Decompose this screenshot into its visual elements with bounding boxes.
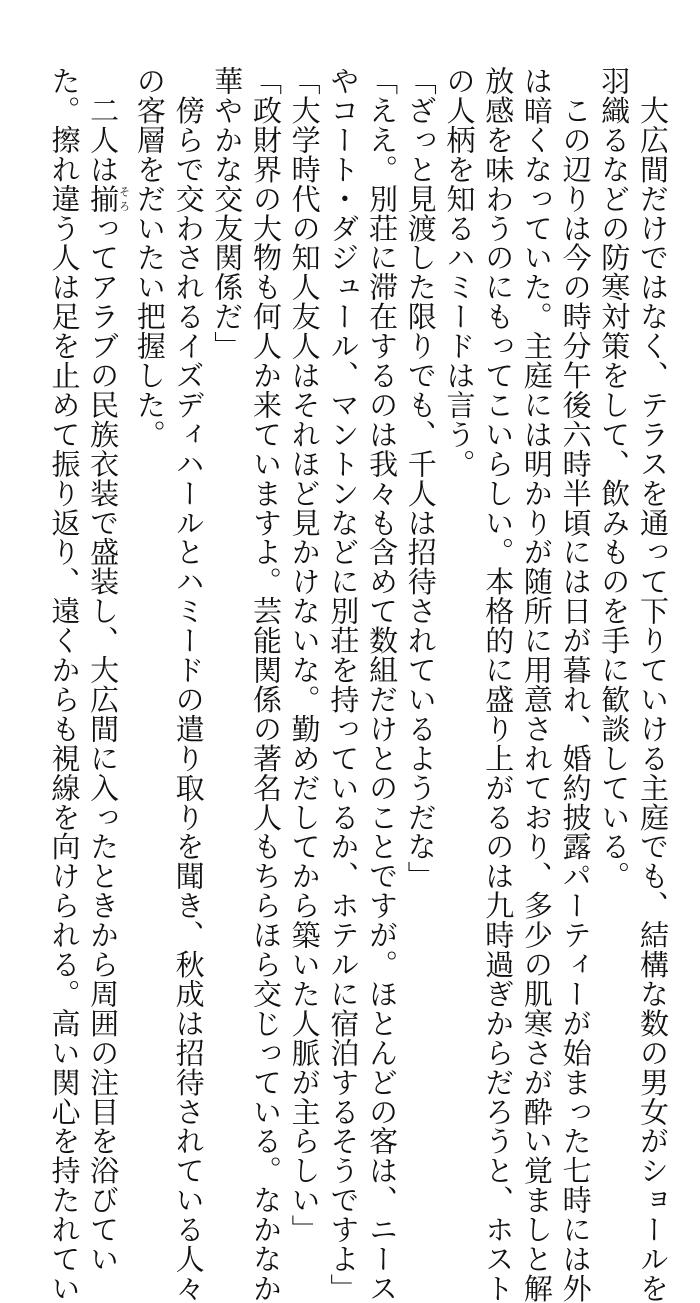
text-line-15-rest: ってアラブの民族衣装で盛装し、大広間に入ったときから周囲の注目を浴びてい [86,213,121,1274]
text-line-10: 「大学時代の知人友人はそれほど見かけないな。勤めだしてから築いた人脈が主らしい」 [287,66,322,1244]
text-line-16: た。擦れ違う人は足を止めて振り返り、遠くからも視線を向けられる。高い関心を持たれてい [47,66,82,1303]
text-line-9: やコート・ダジュール、マントンなどに別荘を持っているか、ホテルに宿泊するそうですよ」 [326,66,361,1303]
text-line-13: 傍らで交わされるイズディハールとハミードの遣り取りを聞き、秋成は招待されている人々 [171,66,206,1303]
text-line-3: この辺りは今の時分午後六時半頃には日が暮れ、婚約披露パーティーが始まった七時には外 [558,66,593,1303]
text-line-11: 「政財界の大物も何人か来ていますよ。芸能関係の著名人もちらほら交じっている。なかなか [248,66,283,1303]
text-line-2: 羽織るなどの防寒対策をして、飲みものを手に歓談している。 [597,66,632,891]
furigana-word [86,183,131,214]
text-line-15-start: 二人は [86,66,121,184]
text-line-8: 「ええ。別荘に滞在するのは我々も含めて数組だけとのことですが。ほとんどの客は、ニース [365,66,400,1303]
text-line-6: の人柄を知るハミードは言う。 [442,66,477,479]
text-line-15 [83,66,131,1274]
furigana-base: 揃 [86,183,121,214]
text-line-12: 華やかな交友関係だ」 [210,66,245,361]
vertical-text-body [12,66,672,1303]
text-line-14: の客層をだいたい把握した。 [132,66,167,449]
furigana-reading: そろ [117,183,131,214]
text-line-7: 「ざっと見渡した限りでも、千人は招待されているようだな」 [403,66,438,891]
text-line-4: は暗くなっていた。主庭には明かりが随所に用意されており、多少の肌寒さが酔い覚ましと解 [519,66,554,1303]
text-line-5: 放感を味わうのにもってこいらしい。本格的に盛り上がるのは九時過ぎからだろうと、ホスト [481,66,516,1303]
text-line-1: 大広間だけではなく、テラスを通って下りていける主庭でも、結構な数の男女がショールを [636,66,670,1303]
